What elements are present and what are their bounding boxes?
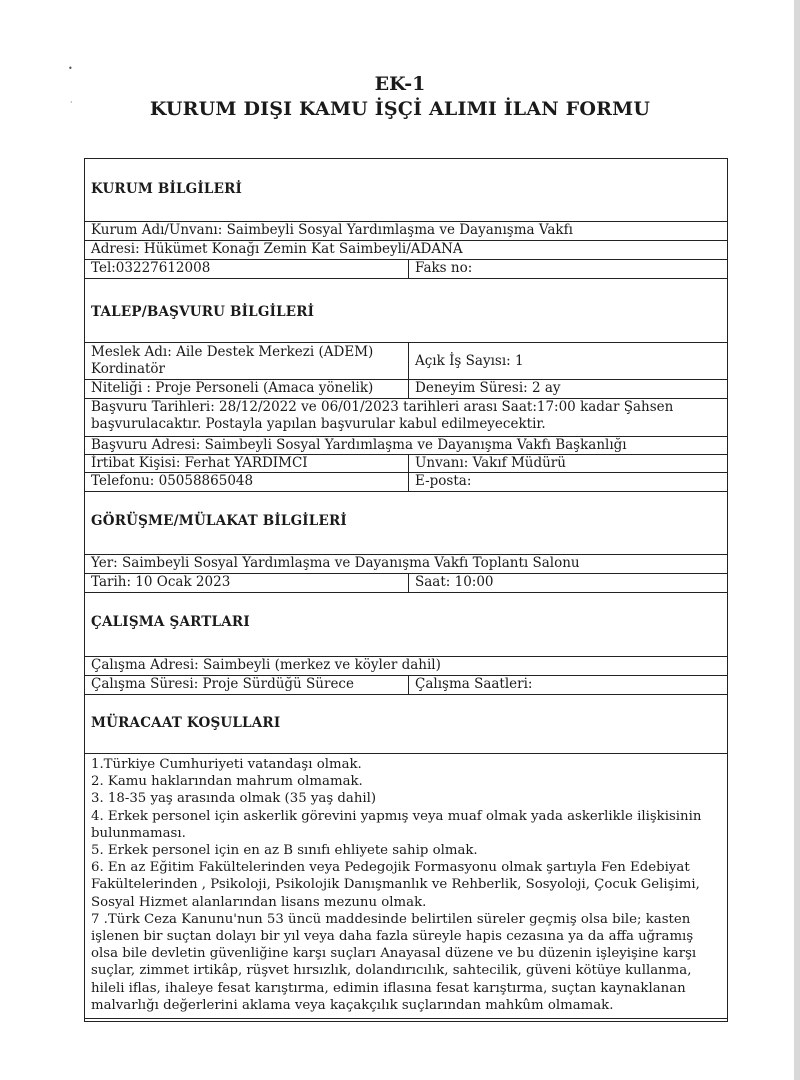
contact-phone: Telefonu: 05058865048 xyxy=(85,473,409,491)
application-address-row xyxy=(85,436,727,454)
contact-person-row xyxy=(85,454,727,472)
section-title-requirements: MÜRACAAT KOŞULLARI xyxy=(91,715,281,731)
requirement-item-2: 2. Kamu haklarından mahrum olmamak. xyxy=(91,774,363,790)
work-address: Çalışma Adresi: Saimbeyli (merkez ve köyler dahil) xyxy=(91,657,441,673)
requirement-item-5: 5. Erkek personel için en az B sınıfı ehliyete sahip olmak. xyxy=(91,843,478,859)
experience: Deneyim Süresi: 2 ay xyxy=(415,380,561,396)
requirement-item-7: 7 .Türk Ceza Kanunu'nun 53 üncü maddesinde belirtilen süreler geçmiş olsa bile; kasten işlenen bir suçtan dolayı bir yıl veya daha fazla süreyle hapis cezasına ya da affa uğramış olsa bile devletin güvenliğine karşı suçları Anayasal düzene ve bu düzenin işleyişine karşı suçlar, zimmet irtikâp, rüşvet hırsızlık, dolandırıcılık, sahtecilik, güveni kötüye kullanma, hileli iflas, ihaleye fesat karıştırma, edimin iflasına fesat karıştırma, suçtan kaynaklanan malvarlığı değerlerini aklama veya kaçakçılık suçlarından mahkûm olmamak. xyxy=(91,911,697,1013)
work-address-row xyxy=(85,656,727,675)
application-address: Başvuru Adresi: Saimbeyli Sosyal Yardımlaşma ve Dayanışma Vakfı Başkanlığı xyxy=(91,437,627,453)
qualification-row xyxy=(85,379,727,398)
requirements-list xyxy=(85,753,727,1019)
interview-date: Tarih: 10 Ocak 2023 xyxy=(85,574,409,592)
requirement-item-1: 1.Türkiye Cumhuriyeti vatandaşı olmak. xyxy=(91,757,362,772)
work-hours: Çalışma Saatleri: xyxy=(415,676,533,692)
institution-phone: Tel:03227612008 xyxy=(85,260,409,278)
section-title-interview: GÖRÜŞME/MÜLAKAT BİLGİLERİ xyxy=(91,513,347,529)
requirement-item-4: 4. Erkek personel için askerlik görevini yapmış veya muaf olmak yada askerlikle ilişkisinin bulunmaması. xyxy=(91,808,702,841)
institution-name: Kurum Adı/Unvanı: Saimbeyli Sosyal Yardımlaşma ve Dayanışma Vakfı xyxy=(91,222,573,238)
institution-address-row xyxy=(85,240,727,259)
requirement-item-3: 3. 18-35 yaş arasında olmak (35 yaş dahil) xyxy=(91,791,377,807)
application-dates-row xyxy=(85,398,727,436)
document-title: KURUM DIŞI KAMU İŞÇİ ALIMI İLAN FORMU xyxy=(149,98,651,120)
work-duration-row xyxy=(85,675,727,695)
contact-title: Unvanı: Vakıf Müdürü xyxy=(415,455,566,471)
open-positions: Açık İş Sayısı: 1 xyxy=(415,353,524,369)
occupation-row xyxy=(85,342,727,379)
scan-speck: • xyxy=(68,64,73,73)
occupation-name-line2: Kordinatör xyxy=(91,361,166,377)
section-title-work-conditions: ÇALIŞMA ŞARTLARI xyxy=(91,614,250,630)
section-title-institution: KURUM BİLGİLERİ xyxy=(91,181,243,197)
interview-datetime-row xyxy=(85,573,727,593)
scan-speck: · xyxy=(70,98,73,107)
interview-place-row xyxy=(85,554,727,573)
institution-fax: Faks no: xyxy=(415,260,473,276)
work-duration: Çalışma Süresi: Proje Sürdüğü Sürece xyxy=(85,676,409,694)
annex-label: EK-1 xyxy=(374,73,426,95)
document-header xyxy=(0,72,800,122)
qualification: Niteliği : Proje Personeli (Amaca yönelik) xyxy=(85,380,409,398)
interview-time: Saat: 10:00 xyxy=(415,574,494,590)
contact-email: E-posta: xyxy=(415,473,472,489)
requirement-item-6: 6. En az Eğitim Fakültelerinden veya Pedegojik Formasyonu olmak şartıyla Fen Edebiyat Fakültelerinden , Psikoloji, Psikolojik Danışmanlık ve Rehberlik, Sosyoloji, Çocuk Gelişimi, Sosyal Hizmet alanlarından lisans mezunu olmak. xyxy=(91,860,700,910)
occupation-name xyxy=(85,343,409,379)
application-dates: Başvuru Tarihleri: 28/12/2022 ve 06/01/2023 tarihleri arası Saat:17:00 kadar Şahsen başvurulacaktır. Postayla yapılan başvurular kabul edilmeyecektir. xyxy=(91,399,674,432)
contact-person: İrtibat Kişisi: Ferhat YARDIMCI xyxy=(85,455,409,472)
section-title-application: TALEP/BAŞVURU BİLGİLERİ xyxy=(91,304,315,320)
institution-address: Adresi: Hükümet Konağı Zemin Kat Saimbeyli/ADANA xyxy=(91,241,463,257)
announcement-form xyxy=(84,158,728,1022)
contact-phone-row xyxy=(85,472,727,492)
institution-name-row xyxy=(85,221,727,240)
occupation-name-line1: Meslek Adı: Aile Destek Merkezi (ADEM) xyxy=(91,344,374,360)
institution-contact-row xyxy=(85,259,727,279)
scan-page-edge xyxy=(794,0,800,1080)
interview-place: Yer: Saimbeyli Sosyal Yardımlaşma ve Dayanışma Vakfı Toplantı Salonu xyxy=(91,555,580,571)
